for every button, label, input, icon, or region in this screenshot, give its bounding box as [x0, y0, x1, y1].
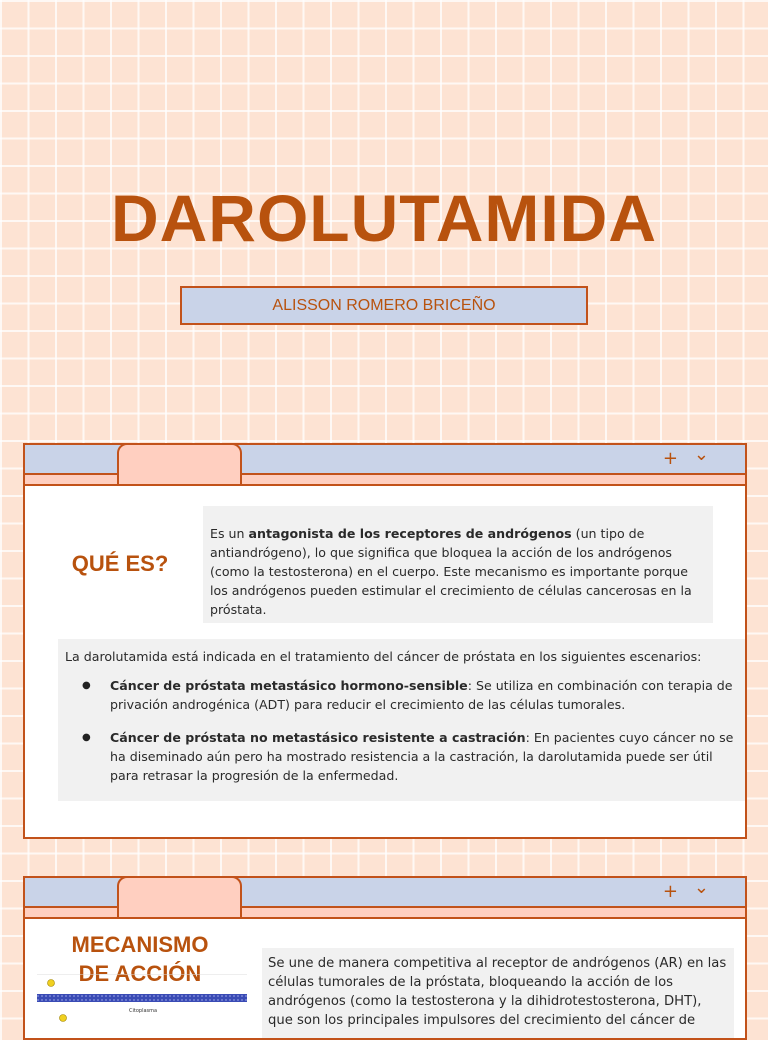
indications-box — [58, 639, 747, 801]
definition-box — [203, 506, 713, 623]
window-controls — [662, 877, 709, 902]
window-tab[interactable] — [117, 876, 242, 917]
diagram-label: Citoplasma — [129, 1008, 158, 1014]
page-title: DAROLUTAMIDA — [110, 181, 658, 255]
indication-text: : En pacientes cuyo cáncer no se ha diseminado aún pero ha mostrado resistencia a la castración, la darolutamida puede ser útil para retrasar la progresión de la enfermedad. — [110, 730, 734, 783]
mechanism-text: Se une de manera competitiva al receptor de andrógenos (AR) en las células tumorales de la próstata, bloqueando la acción de los andrógenos (como la testosterona y la dihidrotestosterona, DHT), que son los principales impulsores del crecimiento del cáncer de — [268, 956, 727, 1028]
plus-icon[interactable]: + — [662, 448, 678, 469]
author-banner: ALISSON ROMERO BRICEÑO — [180, 286, 588, 325]
window-tab[interactable] — [117, 443, 242, 484]
indication-title: Cáncer de próstata metastásico hormono-sensible — [110, 678, 468, 693]
indications-list — [65, 676, 742, 785]
section-heading-que-es: QUÉ ES? — [71, 551, 169, 576]
chevron-down-icon[interactable]: ⌄ — [693, 877, 709, 898]
mechanism-window — [23, 876, 747, 1040]
chevron-down-icon[interactable]: ⌄ — [693, 444, 709, 465]
definition-rest: (un tipo de antiandrógeno), lo que significa que bloquea la acción de los andrógenos (como la testosterona) en el cuerpo. Este mecanismo es importante porque los andrógenos pueden estimular el crecimiento de células cancerosas en la próstata. — [210, 526, 692, 617]
list-item — [110, 728, 742, 785]
indications-intro: La darolutamida está indicada en el tratamiento del cáncer de próstata en los siguientes escenarios: — [65, 649, 702, 664]
list-item — [110, 676, 742, 714]
indication-text: : Se utiliza en combinación con terapia de privación androgénica (ADT) para reducir el crecimiento de las células tumorales. — [110, 678, 733, 712]
mechanism-text-box — [262, 948, 734, 1038]
definition-window — [23, 443, 747, 839]
indication-title: Cáncer de próstata no metastásico resistente a castración — [110, 730, 526, 745]
window-controls — [662, 444, 709, 469]
heading-line-1: MECANISMO — [71, 932, 209, 957]
definition-prefix: Es un — [210, 526, 249, 541]
plus-icon[interactable]: + — [662, 881, 678, 902]
definition-bold: antagonista de los receptores de andrógenos — [248, 526, 572, 541]
membrane-diagram — [37, 974, 247, 1034]
heading-line-2: DE ACCIÓN — [78, 961, 202, 986]
